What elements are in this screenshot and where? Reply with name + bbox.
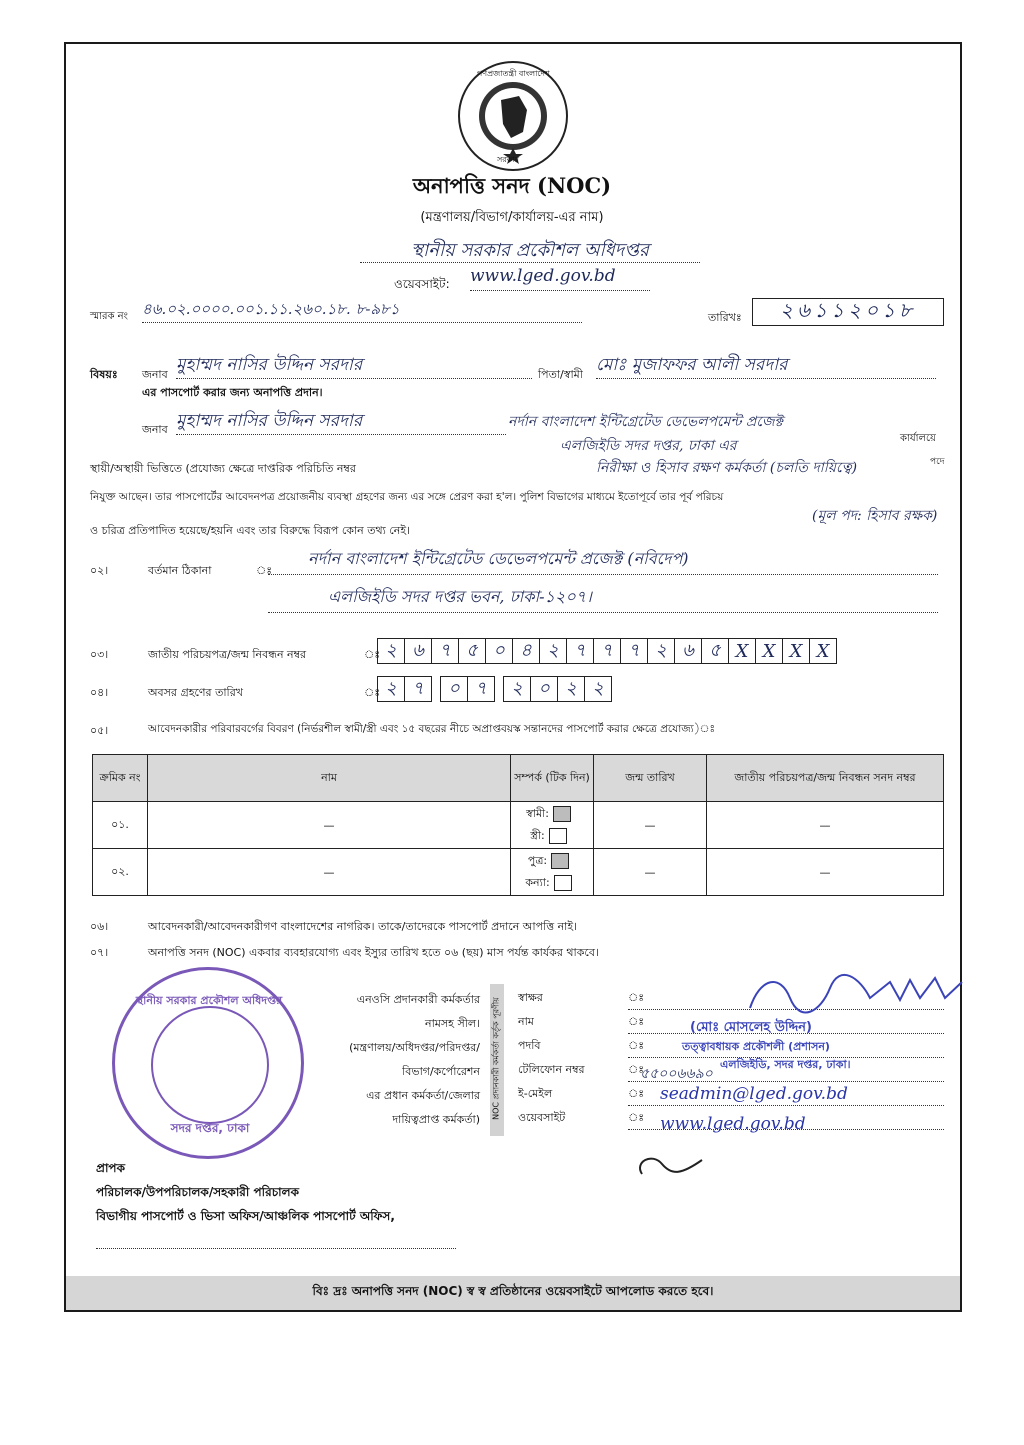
retirement-colon: ঃ	[364, 686, 381, 699]
memo-value: ৪৬.০২.০০০০.০০১.১১.২৬০.১৮. ৮-৯৮১	[142, 300, 400, 318]
address-value-2: এলজিইডি সদর দপ্তর ভবন, ঢাকা-১২০৭।	[328, 587, 592, 606]
father-label: পিতা/স্বামী	[538, 368, 583, 381]
nid-digit: ৬	[404, 638, 432, 664]
nid-digit: ৬	[674, 638, 702, 664]
retire-digit: ০	[440, 676, 468, 702]
nid-colon: ঃ	[364, 648, 381, 661]
item-04-no: ০৪।	[90, 686, 109, 699]
website-line-sig: ঃ	[628, 1106, 944, 1130]
col-name: নাম	[148, 755, 511, 802]
row-name: —	[148, 802, 511, 849]
post-suffix: পদে	[930, 457, 945, 467]
stamp-office: এলজিইডি, সদর দপ্তর, ঢাকা।	[720, 1058, 851, 1071]
body-janab: জনাব	[142, 423, 168, 436]
rel-husband: স্বামী:	[526, 807, 549, 820]
memo-line	[142, 298, 582, 323]
office-line	[360, 236, 700, 263]
phone-line: ঃ	[628, 1058, 944, 1082]
subject-name-line	[176, 352, 532, 379]
page-title: অনাপত্তি সনদ (NOC)	[412, 173, 612, 198]
emblem-bottom-text: সরকার	[497, 155, 520, 164]
nid-label: জাতীয় পরিচয়পত্র/জন্ম নিবন্ধন নম্বর	[148, 648, 307, 661]
field-label: স্বাক্ষর	[518, 991, 543, 1004]
website-line	[470, 266, 650, 291]
website-label: ওয়েবসাইট:	[394, 277, 450, 291]
body-name: মুহাম্মদ নাসির উদ্দিন সরদার	[176, 411, 363, 431]
permanence-text: স্থায়ী/অস্থায়ী ভিত্তিতে (প্রযোজ্য ক্ষেত্রে দাপ্তরিক পরিচিতি নম্বর	[90, 462, 356, 475]
nid-digit: X	[809, 638, 837, 664]
original-post: (মূল পদ: হিসাব রক্ষক)	[812, 508, 938, 524]
government-emblem	[457, 60, 569, 172]
father-name: মোঃ মুজাফফর আলী সরদার	[596, 355, 788, 375]
table-row	[93, 802, 944, 849]
retirement-label: অবসর গ্রহণের তারিখ	[148, 686, 243, 699]
row-nid: —	[707, 802, 944, 849]
row-relation	[511, 802, 594, 849]
officer-text-line: বিভাগ/কর্পোরেশন	[402, 1065, 480, 1078]
date-value: ২৬১১২০১৮	[780, 297, 916, 322]
subject-line2: এর পাসপোর্ট করার জন্য অনাপত্তি প্রদান।	[142, 386, 323, 399]
nid-digit: X	[728, 638, 756, 664]
nid-digit: ৫	[458, 638, 486, 664]
seal-bottom-text: সদর দপ্তর, ঢাকা	[170, 1121, 250, 1135]
website-value: www.lged.gov.bd	[470, 266, 616, 286]
sig-line: ঃ	[628, 986, 944, 1010]
retire-digit: ২	[584, 676, 612, 702]
applicant-name: মুহাম্মদ নাসির উদ্দিন সরদার	[176, 355, 363, 375]
col-serial: ক্রমিক নং	[93, 755, 148, 802]
daughter-checkbox[interactable]	[554, 875, 572, 891]
date-box	[752, 298, 944, 326]
address-colon: ঃ	[256, 564, 273, 577]
seal-inner-ring	[151, 1006, 269, 1124]
phone-value: ৫৫০০৬৬৯০	[640, 1066, 713, 1082]
retire-digit: ২	[503, 676, 531, 702]
address-label: বর্তমান ঠিকানা	[148, 564, 212, 577]
family-label: আবেদনকারীর পরিবারবর্গের বিবরণ (নির্ভরশীল স্বামী/স্ত্রী এবং ১৫ বছরের নীচে অপ্রাপ্তবয়স্ক সন্তানদের পাসপোর্ট করার ক্ষেত্রে প্রযোজ্য)ঃ	[148, 723, 716, 735]
item-06-no: ০৬।	[90, 920, 109, 933]
husband-checkbox[interactable]	[553, 806, 571, 822]
memo-label: স্মারক নং	[90, 311, 128, 322]
stamp-title: তত্ত্বাবধায়ক প্রকৌশলী (প্রশাসন)	[682, 1040, 830, 1053]
recipient-line-1: পরিচালক/উপপরিচালক/সহকারী পরিচালক	[96, 1185, 299, 1199]
officer-description	[300, 988, 480, 1132]
retire-digit: ৭	[404, 676, 432, 702]
row-dob: —	[594, 849, 707, 896]
seal-text: স্থানীয় সরকার প্রকৌশল অধিদপ্তর	[135, 994, 283, 1007]
col-nid: জাতীয় পরিচয়পত্র/জন্ম নিবন্ধন সনদ নম্বর	[707, 755, 944, 802]
initial-signature	[632, 1144, 712, 1184]
nid-digit: ৭	[431, 638, 459, 664]
body-line4: নিযুক্ত আছেন। তার পাসপোর্টের আবেদনপত্র প্রয়োজনীয় ব্যবস্থা গ্রহণের জন্য এর সঙ্গে প্রেরণ করা হ'ল। পুলিশ বিভাগের মাধ্যমে ইতোপূর্বে তার পূর্ব পরিচয়	[90, 491, 724, 503]
office-seal	[112, 967, 304, 1159]
field-label: পদবি	[518, 1039, 541, 1052]
rel-son: পুত্র:	[527, 854, 548, 867]
item-05-no: ০৫।	[90, 724, 109, 737]
subject-label: বিষয়ঃ	[90, 368, 118, 381]
signature-fields	[518, 986, 585, 1130]
row-serial: ০২.	[93, 849, 148, 896]
nid-digit: ২	[377, 638, 405, 664]
website-value-sig: www.lged.gov.bd	[660, 1114, 806, 1134]
rel-daughter: কন্যা:	[525, 876, 550, 889]
office-handwritten: নর্দান বাংলাদেশ ইন্টিগ্রেটেড ডেভেলপমেন্ট প্রজেক্ট	[508, 414, 783, 430]
office-name: স্থানীয় সরকার প্রকৌশল অধিদপ্তর	[411, 240, 649, 261]
office-suffix: কার্যালয়ে	[900, 433, 936, 444]
officer-text-line: এর প্রধান কর্মকর্তা/জেলার	[366, 1089, 480, 1102]
field-label: টেলিফোন নম্বর	[518, 1063, 585, 1076]
field-label: নাম	[518, 1015, 534, 1028]
subject-janab: জনাব	[142, 368, 168, 381]
nid-boxes	[378, 638, 837, 664]
officer-text-line: (মন্ত্রণালয়/অধিদপ্তর/পরিদপ্তর/	[349, 1041, 480, 1054]
officer-text-line: এনওসি প্রদানকারী কর্মকর্তার	[356, 993, 480, 1006]
item-03-no: ০৩।	[90, 648, 109, 661]
nid-digit: ৭	[566, 638, 594, 664]
nid-digit: ৪	[512, 638, 540, 664]
recipient-label: প্রাপক	[96, 1161, 125, 1175]
name-line: ঃ	[628, 1010, 944, 1034]
retire-digit: ২	[377, 676, 405, 702]
ministry-subtitle: (মন্ত্রণালয়/বিভাগ/কার্যালয়-এর নাম)	[420, 210, 604, 225]
post-handwritten: নিরীক্ষা ও হিসাব রক্ষণ কর্মকর্তা (চলতি দায়িত্বে)	[596, 460, 858, 476]
footer-note: বিঃ দ্রঃ অনাপত্তি সনদ (NOC) স্ব স্ব প্রতিষ্ঠানের ওয়েবসাইটে আপলোড করতে হবে।	[66, 1276, 960, 1310]
body-name-line	[176, 408, 506, 435]
row-relation	[511, 849, 594, 896]
col-dob: জন্ম তারিখ	[594, 755, 707, 802]
family-table	[92, 754, 944, 896]
row-serial: ০১.	[93, 802, 148, 849]
wife-checkbox[interactable]	[549, 828, 567, 844]
father-line	[596, 352, 936, 379]
officer-signature	[730, 968, 970, 1022]
table-header-row	[93, 755, 944, 802]
col-relation: সম্পর্ক (টিক দিন)	[511, 755, 594, 802]
nid-digit: X	[755, 638, 783, 664]
email-value: seadmin@lged.gov.bd	[660, 1084, 848, 1104]
row-name: —	[148, 849, 511, 896]
vertical-text: NOC প্রদানকারী কর্মকর্তা কর্তৃক পূরণীয়	[491, 997, 501, 1120]
nid-digit: ২	[647, 638, 675, 664]
son-checkbox[interactable]	[551, 853, 569, 869]
stamp-name: (মোঃ মোসলেহ উদ্দিন)	[690, 1020, 812, 1035]
field-label: ওয়েবসাইট	[518, 1111, 566, 1124]
rel-wife: স্ত্রী:	[530, 829, 545, 842]
row-nid: —	[707, 849, 944, 896]
retire-digit: ২	[557, 676, 585, 702]
officer-text-line: দায়িত্বপ্রাপ্ত কর্মকর্তা)	[392, 1113, 480, 1126]
body-line5: ও চরিত্র প্রতিপাদিত হয়েছে/হয়নি এবং তার বিরুদ্ধে বিরূপ কোন তথ্য নেই।	[90, 524, 410, 537]
item-02-no: ০২।	[90, 564, 109, 577]
address-line-1	[268, 546, 938, 575]
nid-digit: ৭	[593, 638, 621, 664]
office-handwritten-2: এলজিইডি সদর দপ্তর, ঢাকা এর	[560, 438, 737, 454]
item-07-no: ০৭।	[90, 946, 109, 959]
nid-digit: ৭	[620, 638, 648, 664]
nid-digit: X	[782, 638, 810, 664]
recipient-line-2: বিভাগীয় পাসপোর্ট ও ভিসা অফিস/আঞ্চলিক পাসপোর্ট অফিস,	[96, 1209, 395, 1223]
address-value-1: নর্দান বাংলাদেশ ইন্টিগ্রেটেড ডেভেলপমেন্ট প্রজেক্ট (নবিদেপ)	[308, 549, 689, 568]
row-dob: —	[594, 802, 707, 849]
officer-text-line: নামসহ সীল।	[425, 1017, 480, 1030]
address-line-2	[268, 584, 938, 613]
field-label: ই-মেইল	[518, 1087, 553, 1100]
retirement-boxes	[378, 676, 612, 702]
emblem-top-text: গণপ্রজাতন্ত্রী বাংলাদেশ	[477, 69, 550, 78]
nid-digit: ০	[485, 638, 513, 664]
retire-digit: ৭	[467, 676, 495, 702]
date-label: তারিখঃ	[708, 311, 742, 324]
nid-digit: ২	[539, 638, 567, 664]
table-row	[93, 849, 944, 896]
retire-digit: ০	[530, 676, 558, 702]
item-06-text: আবেদনকারী/আবেদনকারীগণ বাংলাদেশের নাগরিক। তাকে/তাদেরকে পাসপোর্ট প্রদানে আপত্তি নাই।	[148, 920, 578, 933]
nid-digit: ৫	[701, 638, 729, 664]
email-line: ঃ	[628, 1082, 944, 1106]
item-07-text: অনাপত্তি সনদ (NOC) একবার ব্যবহারযোগ্য এবং ইস্যুর তারিখ হতে ০৬ (ছয়) মাস পর্যন্ত কার্যকর থাকবে।	[148, 946, 599, 959]
recipient-address-line	[96, 1232, 456, 1249]
designation-line: ঃ	[628, 1034, 944, 1058]
